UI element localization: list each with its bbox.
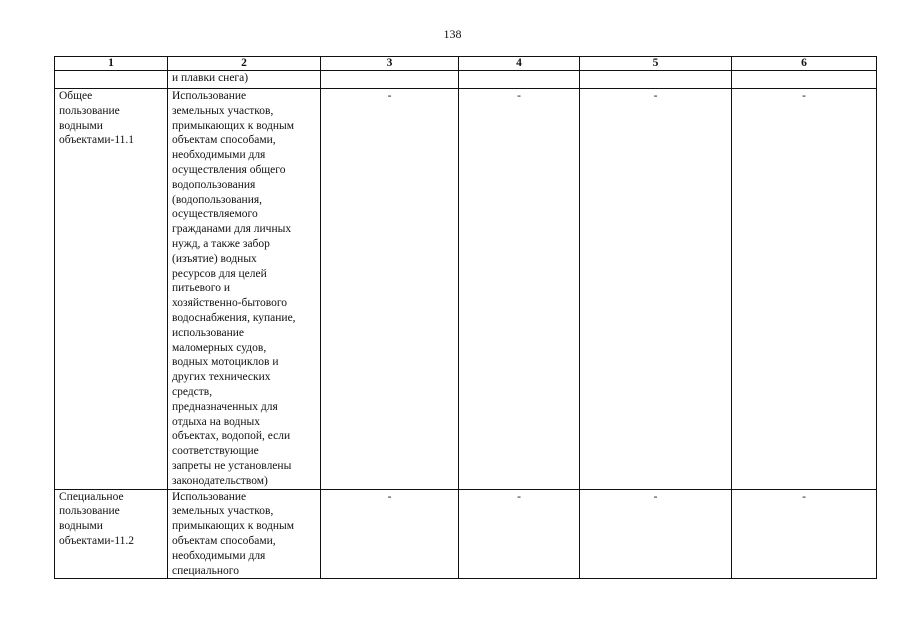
category-line: объектами-11.2 (59, 534, 135, 547)
scan-margin-mark (3, 567, 7, 583)
description-line: водоснабжения, купание, (172, 311, 296, 324)
description-line: водопользования (172, 178, 256, 191)
category-line: водными (59, 520, 103, 533)
description-line: земельных участков, (172, 104, 274, 117)
value-cell-col3: - (321, 489, 459, 579)
description-line: нужд, а также забор (172, 237, 270, 250)
column-header-3: 3 (321, 57, 459, 71)
column-header-5: 5 (580, 57, 732, 71)
column-header-4: 4 (459, 57, 580, 71)
description-line: осуществляемого (172, 208, 258, 221)
category-line: Специальное (59, 490, 124, 503)
value-cell-col3: - (321, 89, 459, 490)
description-line: ресурсов для целей (172, 267, 267, 280)
description-line: специального (172, 564, 239, 577)
table-header-row (55, 57, 877, 71)
description-line: примыкающих к водным (172, 119, 295, 132)
description-line: примыкающих к водным (172, 520, 295, 533)
description-line: соответствующие (172, 445, 259, 458)
description-line: законодательством) (172, 474, 268, 487)
description-line: объектах, водопой, если (172, 430, 291, 443)
value-cell-col4: - (459, 89, 580, 490)
description-line: предназначенных для (172, 400, 278, 413)
continuation-empty-cell (580, 71, 732, 89)
description-line: необходимыми для (172, 549, 266, 562)
value-cell-col5: - (580, 489, 732, 579)
description-line: маломерных судов, (172, 341, 267, 354)
description-line: хозяйственно-бытового (172, 297, 288, 310)
description-line: запреты не установлены (172, 459, 292, 472)
description-line: гражданами для личных (172, 223, 292, 236)
description-line: Использование (172, 490, 247, 503)
value-cell-col5: - (580, 89, 732, 490)
continuation-empty-cell (55, 71, 168, 89)
description-line: других технических (172, 371, 271, 384)
description-line: использование (172, 326, 245, 339)
table-row-special-use (55, 489, 877, 579)
column-header-2: 2 (168, 57, 321, 71)
category-line: объектами-11.1 (59, 134, 135, 147)
continuation-empty-cell (459, 71, 580, 89)
description-line: объектам способами, (172, 134, 276, 147)
description-line: осуществления общего (172, 163, 286, 176)
description-line: необходимыми для (172, 149, 266, 162)
category-cell (55, 89, 168, 490)
table-row-general-use (55, 89, 877, 490)
description-line: (водопользования, (172, 193, 263, 206)
category-cell (55, 489, 168, 579)
continuation-row (55, 71, 877, 89)
description-line: водных мотоциклов и (172, 356, 279, 369)
value-cell-col4: - (459, 489, 580, 579)
continuation-text: и плавки снега) (168, 71, 321, 89)
description-line: питьевого и (172, 282, 230, 295)
continuation-empty-cell (732, 71, 877, 89)
value-cell-col6: - (732, 489, 877, 579)
description-line: средств, (172, 385, 213, 398)
category-line: пользование (59, 505, 120, 518)
category-line: пользование (59, 104, 120, 117)
column-header-6: 6 (732, 57, 877, 71)
column-header-1: 1 (55, 57, 168, 71)
category-line: Общее (59, 90, 93, 102)
description-line: отдыха на водных (172, 415, 261, 428)
category-line: водными (59, 119, 103, 132)
page-number: 138 (443, 27, 462, 41)
description-cell (168, 489, 321, 579)
description-cell (168, 89, 321, 490)
description-line: Использование (172, 90, 247, 102)
description-line: (изъятие) водных (172, 252, 257, 265)
description-line: земельных участков, (172, 505, 274, 518)
continuation-empty-cell (321, 71, 459, 89)
value-cell-col6: - (732, 89, 877, 490)
land-use-table (54, 56, 877, 579)
description-line: объектам способами, (172, 534, 276, 547)
